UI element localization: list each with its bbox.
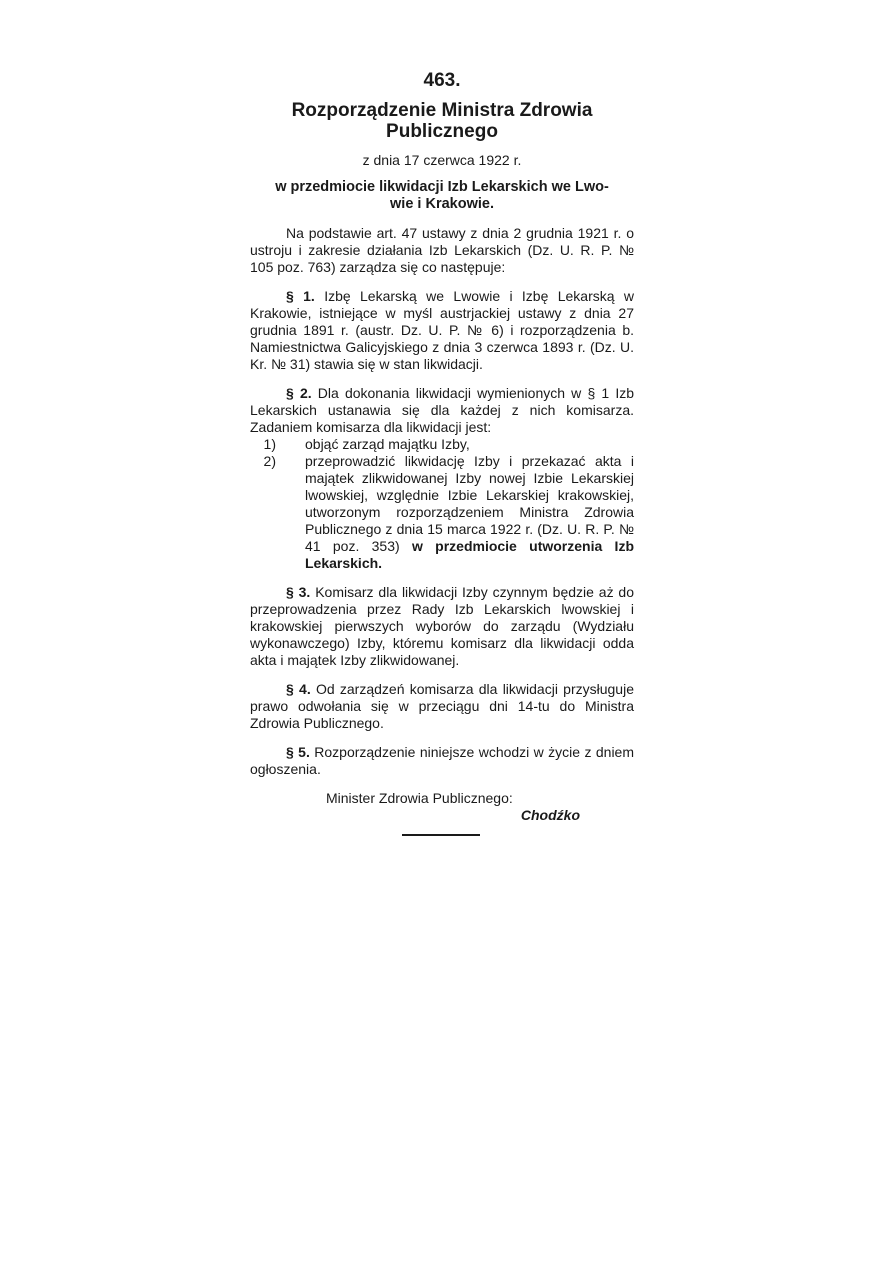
- signature-block: [250, 790, 634, 824]
- section-2-label: § 2.: [286, 385, 312, 401]
- section-4-text: Od zarządzeń komisarza dla likwidacji przysługuje prawo odwołania się w przeciągu dni 14-tu do Ministra Zdrowia Publicznego.: [250, 681, 634, 731]
- section-1-label: § 1.: [286, 288, 315, 304]
- section-5-text: Rozporządzenie niniejsze wchodzi w życie z dniem ogłoszenia.: [250, 744, 635, 777]
- list-item-number: 2): [263, 453, 276, 469]
- list-item: [263, 453, 635, 572]
- section-2: [250, 385, 634, 436]
- subject-line-1: w przedmiocie likwidacji Izb Lekarskich we Lwo-: [275, 179, 609, 195]
- section-3-label: § 3.: [286, 584, 311, 600]
- page-number: 463.: [423, 70, 461, 91]
- document-title: [250, 100, 634, 142]
- section-5-label: § 5.: [286, 744, 310, 760]
- section-3-text: Komisarz dla likwidacji Izby czynnym będzie aż do przeprowadzenia przez Rady Izb Lekarskich lwowskiej i krakowskiej pierwszych wyborów do zarządu (Wydziału wykonawczego) Izby, któremu komisarz dla likwidacji odda akta i majątek Izby zlikwidowanej.: [250, 584, 635, 668]
- section-1-text: Izbę Lekarską we Lwowie i Izbę Lekarską w Krakowie, istniejące w myśl austrjackiej ustawy z dnia 27 grudnia 1891 r. (austr. Dz. U. P. № 6) i rozporządzenia b. Namiestnictwa Galicyjskiego z dnia 3 czerwca 1893 r. (Dz. U. Kr. № 31) stawia się w stan likwidacji.: [250, 288, 635, 372]
- section-4-label: § 4.: [286, 681, 311, 697]
- document-page: [250, 70, 634, 836]
- section-2-task-list: [250, 436, 634, 572]
- list-item-text: objąć zarząd majątku Izby,: [305, 436, 470, 452]
- title-line-1: Rozporządzenie Ministra Zdrowia: [291, 100, 593, 121]
- signature-name: Chodźko: [520, 807, 580, 823]
- document-date: z dnia 17 czerwca 1922 r.: [362, 152, 522, 168]
- section-3: [250, 584, 634, 669]
- signature-role: Minister Zdrowia Publicznego:: [326, 790, 513, 806]
- preamble: Na podstawie art. 47 ustawy z dnia 2 grudnia 1921 r. o ustroju i zakresie działania Izb Lekarskich (Dz. U. R. P. № 105 poz. 763) zarządza się co następuje:: [250, 225, 634, 275]
- section-2-text: Dla dokonania likwidacji wymienionych w § 1 Izb Lekarskich ustanawia się dla każdej z nich komisarza. Zadaniem komisarza dla likwidacji jest:: [250, 385, 634, 435]
- section-4: [250, 681, 634, 732]
- section-1: [250, 288, 634, 373]
- list-item-text: przeprowadzić likwidację Izby i przekazać akta i majątek zlikwidowanej Izby nowej Izbie Lekarskiej lwowskiej, względnie Izbie Lekarskiej krakowskiej, utworzonym rozporządzeniem Ministra Zdrowia Publicznego z dnia 15 marca 1922 r. (Dz. U. R. P. № 41 poz. 353): [305, 453, 634, 554]
- subject-line-2: wie i Krakowie.: [390, 196, 494, 212]
- list-item: [263, 436, 634, 453]
- title-line-2: Publicznego: [386, 121, 498, 142]
- list-item-number: 1): [263, 436, 276, 452]
- section-5: [250, 744, 634, 778]
- document-subject: [250, 179, 634, 213]
- closing-rule: [402, 834, 480, 836]
- list-item-bold-tail: w przedmiocie utworzenia Izb Lekarskich.: [305, 538, 635, 571]
